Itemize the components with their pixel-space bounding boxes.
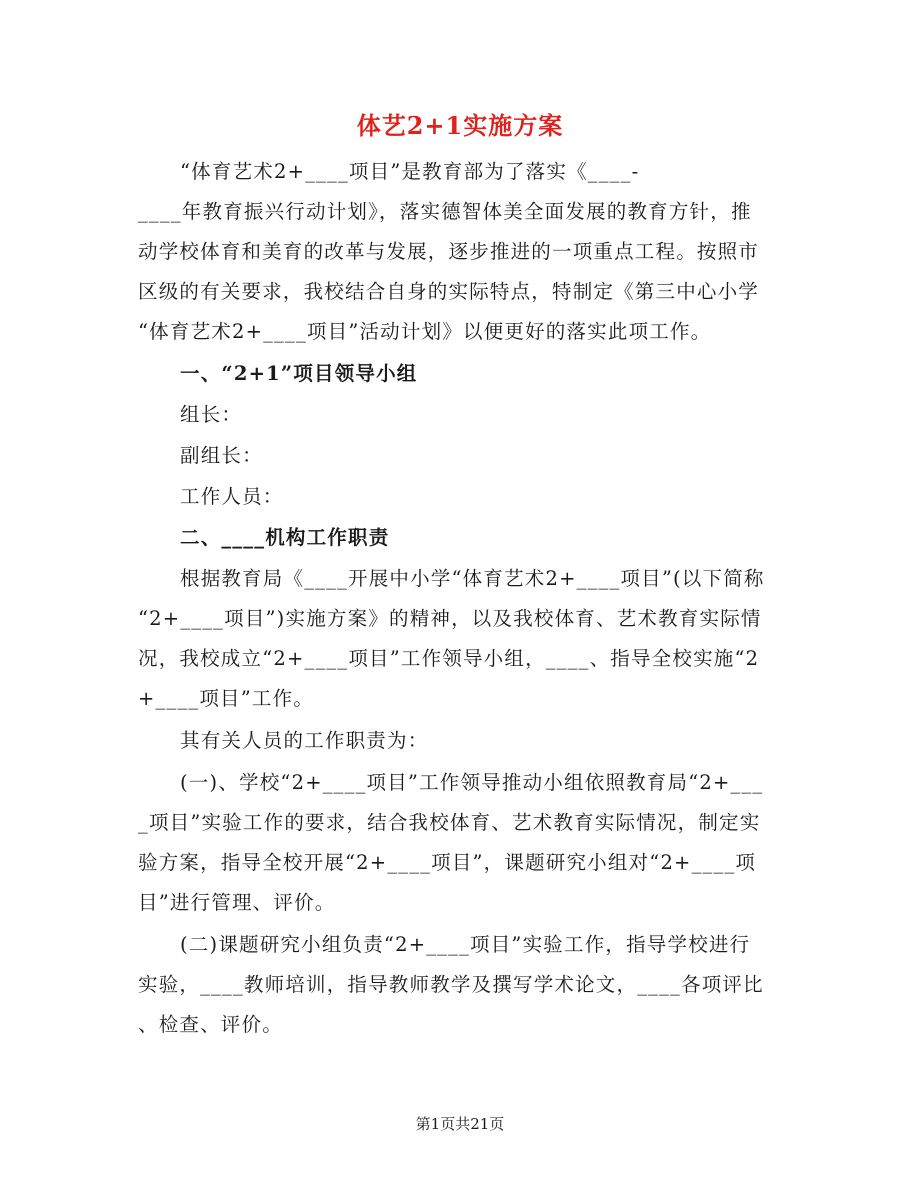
- paragraph-line: (一)、学校“2+____项目”工作领导推动小组依照教育局“2+___: [180, 771, 764, 794]
- paragraph-line: _项目”实验工作的要求，结合我校体育、艺术教育实际情况，制定实: [138, 811, 761, 834]
- paragraph-line: 、检查、评价。: [138, 1013, 283, 1036]
- section-heading-1: 一、“2+1”项目领导小组: [180, 362, 418, 385]
- paragraph-line: ____年教育振兴行动计划》，落实德智体美全面发展的教育方针，推: [138, 200, 752, 223]
- paragraph-line: 目”进行管理、评价。: [138, 891, 336, 914]
- paragraph-line: +____项目”工作。: [138, 687, 315, 710]
- paragraph-line: (二)课题研究小组负责“2+____项目”实验工作，指导学校进行: [180, 933, 751, 956]
- paragraph-line: 区级的有关要求，我校结合自身的实际特点，特制定《第三中心小学: [138, 280, 760, 303]
- document-title: 体艺2+1实施方案: [356, 111, 564, 140]
- deputy-leader-label: 副组长：: [180, 444, 263, 467]
- leader-label: 组长：: [180, 403, 243, 426]
- paragraph-line: 其有关人员的工作职责为：: [180, 729, 429, 752]
- page-number: 第1页共21页: [415, 1115, 505, 1133]
- staff-label: 工作人员：: [180, 485, 284, 508]
- paragraph-line: 验方案，指导全校开展“2+____项目”，课题研究小组对“2+____项: [138, 851, 757, 874]
- paragraph-line: “体育艺术2+____项目”是教育部为了落实《____-: [180, 160, 640, 183]
- section-heading-2: 二、____机构工作职责: [180, 526, 390, 549]
- paragraph-line: 动学校体育和美育的改革与发展，逐步推进的一项重点工程。按照市: [138, 240, 760, 263]
- paragraph-line: “2+____项目”)实施方案》的精神，以及我校体育、艺术教育实际情: [138, 607, 762, 630]
- paragraph-line: 实验，____教师培训，指导教师教学及撰写学术论文，____各项评比: [138, 973, 764, 996]
- paragraph-line: 根据教育局《____开展中小学“体育艺术2+____项目”(以下简称: [180, 567, 765, 590]
- paragraph-line: 况，我校成立“2+____项目”工作领导小组，____、指导全校实施“2: [138, 647, 760, 670]
- paragraph-line: “体育艺术2+____项目”活动计划》以便更好的落实此项工作。: [138, 320, 712, 343]
